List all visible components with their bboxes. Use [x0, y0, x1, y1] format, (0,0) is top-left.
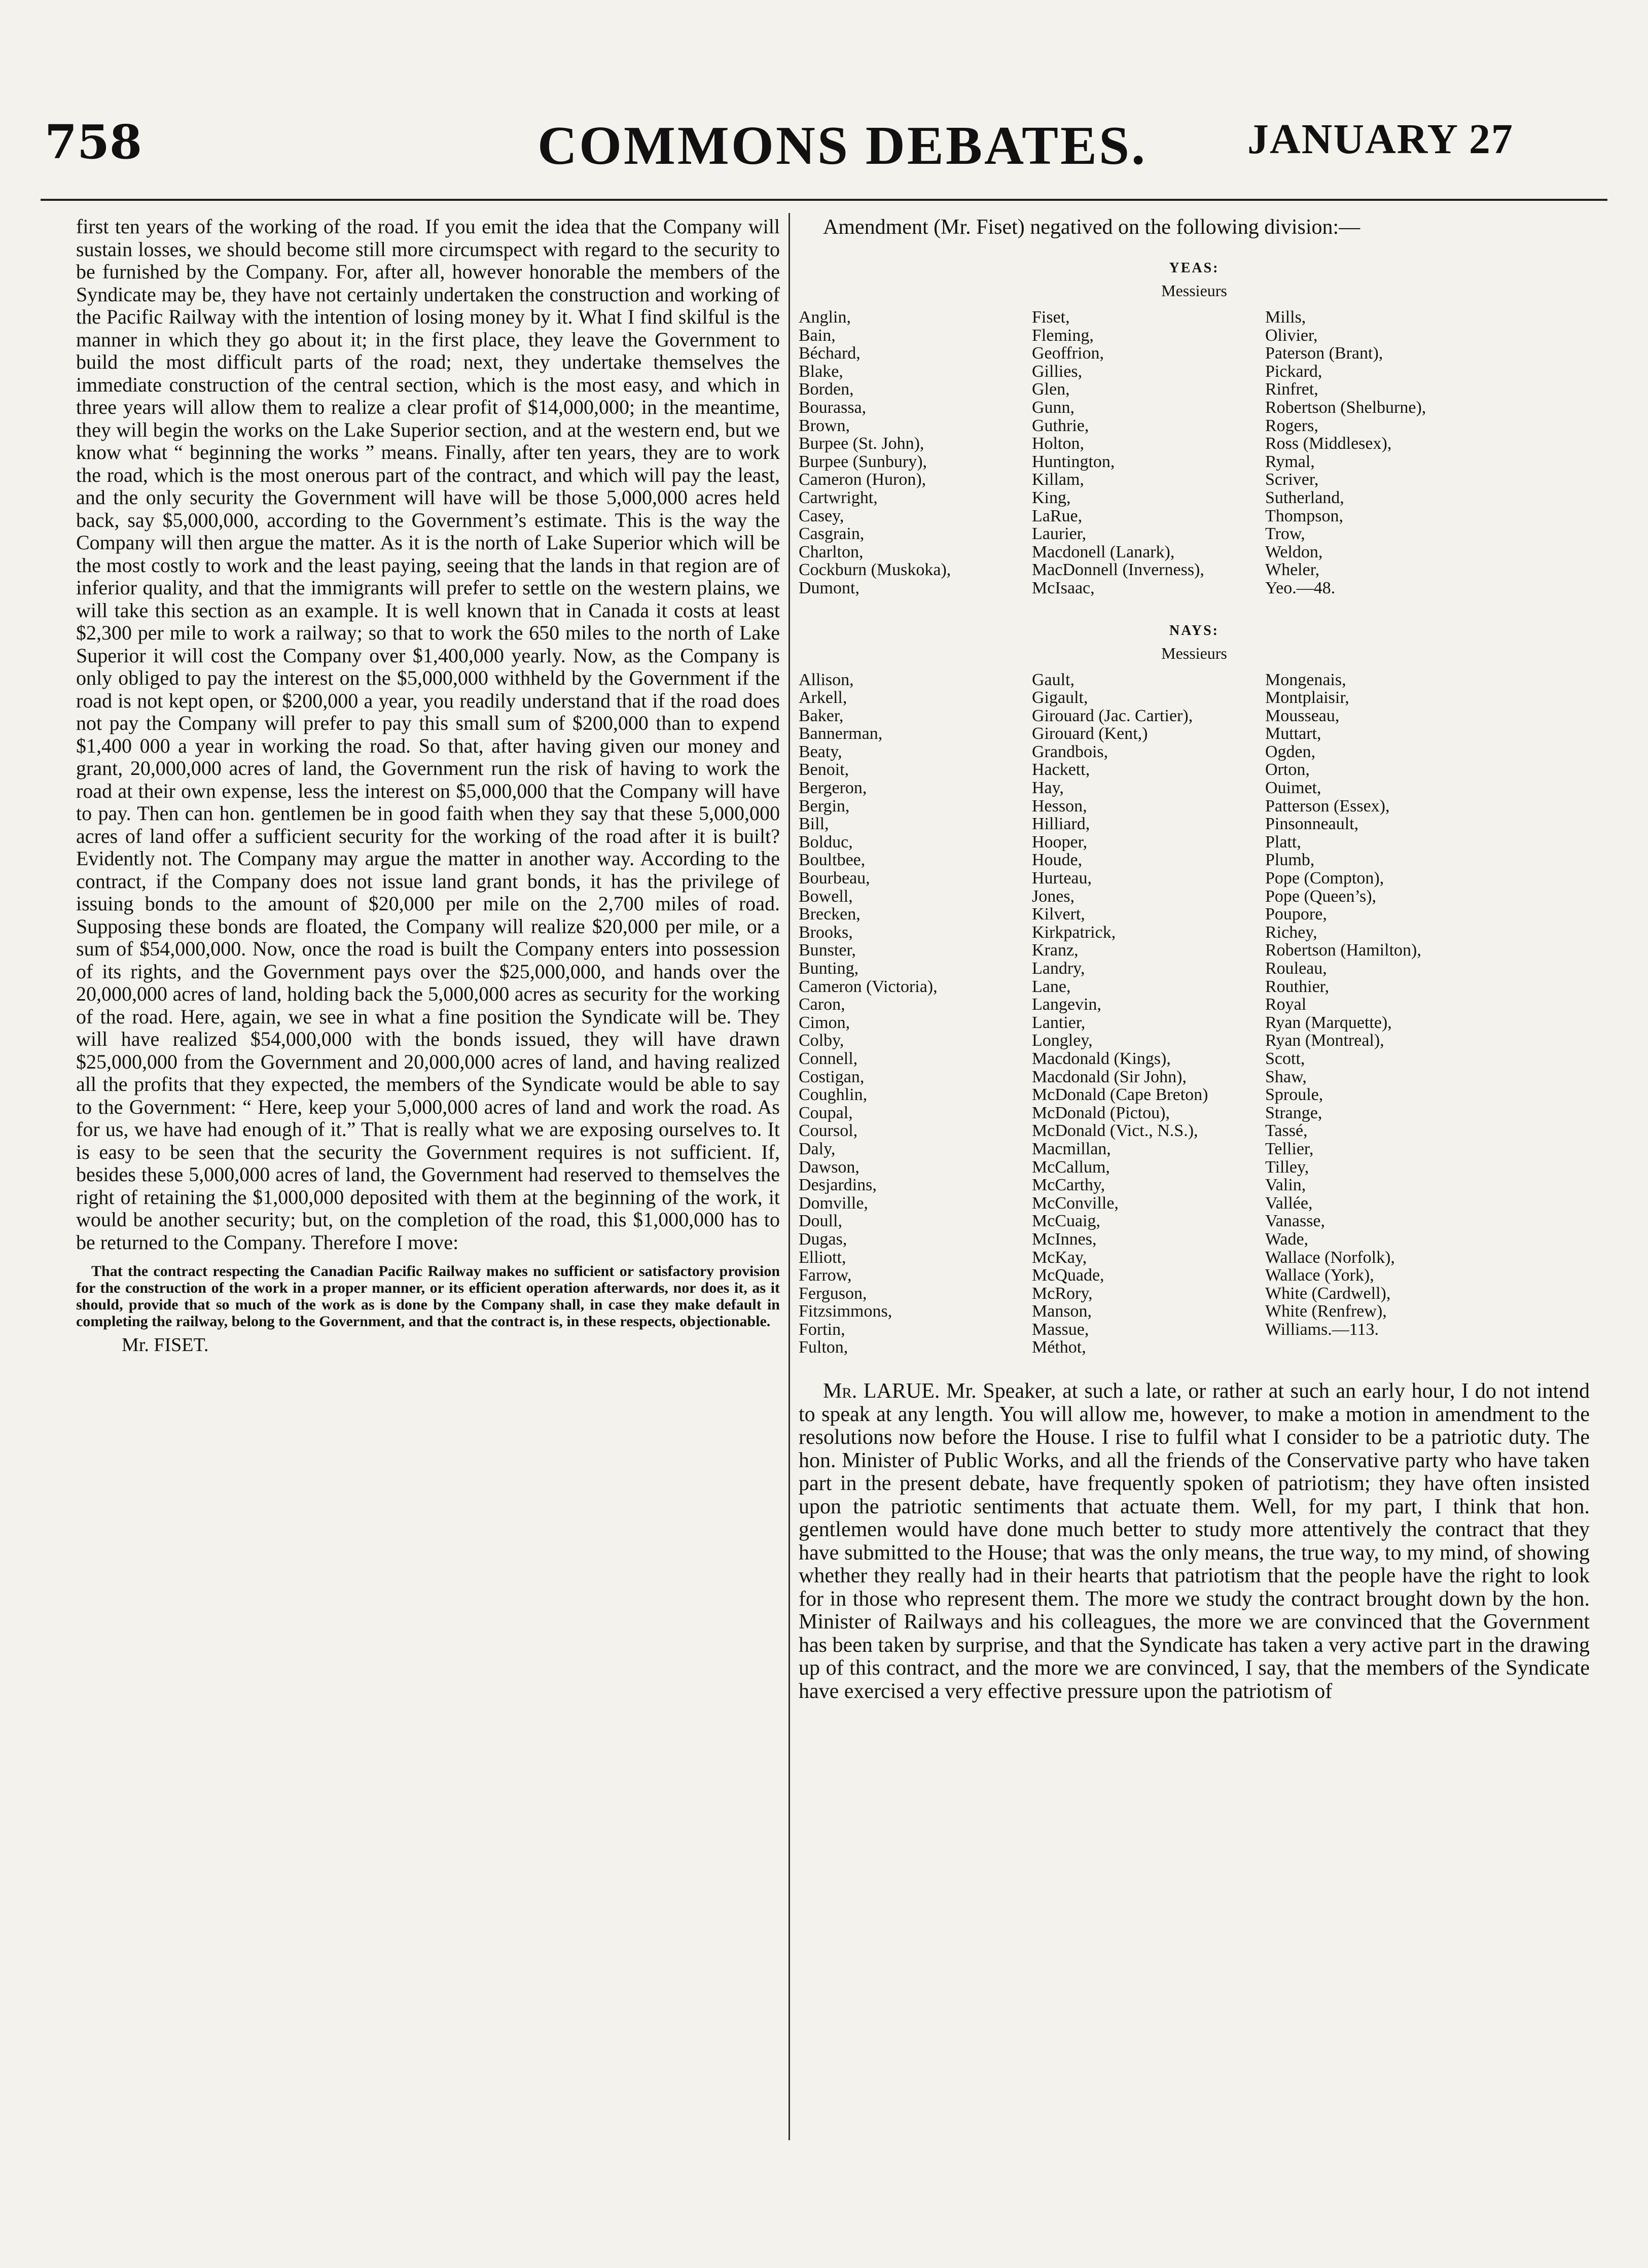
- member-name: Ferguson,: [799, 1284, 867, 1303]
- member-name: Royal: [1265, 995, 1307, 1014]
- member-name: Wallace (Norfolk),: [1265, 1248, 1395, 1267]
- member-name: Ross (Middlesex),: [1265, 434, 1392, 453]
- member-name: Macdonald (Sir John),: [1032, 1067, 1187, 1086]
- member-name: Mousseau,: [1265, 706, 1340, 725]
- member-name: Beaty,: [799, 742, 842, 761]
- member-name: Landry,: [1032, 959, 1085, 978]
- member-name: Gault,: [1032, 670, 1075, 689]
- member-name: Scott,: [1265, 1049, 1305, 1068]
- member-name: Vallée,: [1265, 1193, 1313, 1213]
- page-number: 758: [45, 115, 142, 169]
- member-name: Girouard (Jac. Cartier),: [1032, 706, 1193, 725]
- member-name: Longley,: [1032, 1031, 1093, 1050]
- member-name: Girouard (Kent,): [1032, 724, 1148, 743]
- member-name: Ryan (Marquette),: [1265, 1013, 1392, 1032]
- member-name: Fitzsimmons,: [799, 1302, 892, 1321]
- member-name: Brooks,: [799, 923, 853, 942]
- member-name: Kirkpatrick,: [1032, 923, 1116, 942]
- member-name: Hesson,: [1032, 796, 1087, 816]
- member-name: Blake,: [799, 362, 843, 381]
- member-name: Coupal,: [799, 1103, 853, 1122]
- member-name: Dumont,: [799, 578, 859, 597]
- member-name: Tilley,: [1265, 1157, 1309, 1177]
- member-name: Béchard,: [799, 344, 861, 363]
- member-name: Connell,: [799, 1049, 858, 1068]
- member-name: Muttart,: [1265, 724, 1321, 743]
- right-column: [799, 216, 1590, 1703]
- member-name: McDonald (Vict., N.S.),: [1032, 1121, 1198, 1141]
- member-name: McInnes,: [1032, 1229, 1097, 1249]
- member-name: Patterson (Essex),: [1265, 796, 1390, 816]
- yeas-heading: YEAS:: [1169, 260, 1220, 276]
- member-name: Bourassa,: [799, 398, 867, 417]
- member-name: Cartwright,: [799, 488, 878, 507]
- member-name: Daly,: [799, 1139, 836, 1158]
- member-name: Caron,: [799, 995, 845, 1014]
- member-name: Robertson (Hamilton),: [1265, 941, 1421, 960]
- member-name: Trow,: [1265, 524, 1305, 544]
- member-name: Scriver,: [1265, 470, 1319, 489]
- member-name: McCallum,: [1032, 1157, 1110, 1177]
- member-name: Fortin,: [799, 1320, 845, 1339]
- member-name: Borden,: [799, 380, 854, 399]
- member-name: Allison,: [799, 670, 854, 689]
- member-name: McDonald (Cape Breton): [1032, 1085, 1208, 1105]
- member-name: Langevin,: [1032, 995, 1101, 1014]
- member-name: Rogers,: [1265, 416, 1318, 435]
- member-name: Cimon,: [799, 1013, 850, 1032]
- member-name: Tassé,: [1265, 1121, 1308, 1141]
- member-name: Pope (Queen’s),: [1265, 887, 1377, 906]
- member-name: Valin,: [1265, 1176, 1306, 1195]
- member-name: Fleming,: [1032, 326, 1094, 345]
- member-name: McIsaac,: [1032, 578, 1095, 597]
- member-name: Hay,: [1032, 778, 1064, 798]
- member-name: Laurier,: [1032, 524, 1087, 544]
- member-name: Gunn,: [1032, 398, 1075, 417]
- member-name: Geoffrion,: [1032, 344, 1104, 363]
- member-name: Colby,: [799, 1031, 844, 1050]
- member-name: Bunster,: [799, 941, 856, 960]
- member-name: Boultbee,: [799, 851, 866, 870]
- speech-paragraph: first ten years of the working of the road. If you emit the idea that the Company will sustain losses, we should become still more circumspect with regard to the security to be furnished by the Company. For, after all, however honorable the members of the Syndicate may be, they have not certainly undertaken the construction and working of the Pacific Railway with the intention of losing money by it. What I find skilful is the manner in which they go about it; in the first place, they leave the Government to build the most difficult parts of the road; next, they undertake themselves the immediate construction of the central section, which is the most easy, and which in three years will allow them to realize a clear profit of $14,000,000; in the meantime, they will begin the works on the Lake Superior section, and at the western end, but we know what “ beginning the works ” means. Finally, after ten years, they are to work the road, which is the most onerous part of the contract, and which will pay the least, and the only security the Government will have will be those 5,000,000 acres held back, say $5,000,000, according to the Government’s estimate. This is the way the Company will then argue the matter. As it is the north of Lake Superior which will be the most costly to work and the least paying, seeing that the lands in that region are of inferior quality, and that the immigrants will prefer to settle on the western plains, we will take this section as an example. It is well known that in Canada it costs at least $2,300 per mile to work a railway; so that to work the 650 miles to the north of Lake Superior it will cost the Company over $1,400,000 yearly. Now, as the Company is only obliged to pay the interest on the $5,000,000 withheld by the Government if the road is not kept open, or $200,000 a year, you readily understand that if the road does not pay the Company will prefer to pay this small sum of $200,000 than to expend $1,400 000 a year in working the road. So that, after having given our money and grant, 20,000,000 acres of land, the Government run the risk of having to work the road at their own expense, less the interest on $5,000,000 that the Company will have to pay. Then can hon. gentlemen be in good faith when they say that these 5,000,000 acres of land offer a sufficient security for the working of the road after it is built? Evidently not. The Company may argue the matter in another way. According to the contract, if the Company does not issue land grant bonds, it has the privilege of issuing bonds to the amount of $20,000 per mile on the 2,700 miles of road. Supposing these bonds are floated, the Company will realize $20,000 per mile, or a sum of $54,000,000. Now, once the road is built the Company enters into possession of its rights, and the Government pays over the $25,000,000, and hands over the 20,000,000 acres of land, holding back the 5,000,000 acres as security for the working of the road. Here, again, we see in what a fine position the Syndicate will be. They will have realized $54,000,000 with the bonds issued, they will have drawn $25,000,000 from the Government and 20,000,000 acres of land, and having realized all the profits that they expected, the members of the Syndicate would be able to say to the Government: “ Here, keep your 5,000,000 acres of land and work the road. As for us, we have had enough of it.” That is really what we are exposing ourselves to. It is easy to be seen that the security the Government requires is not sufficient. If, besides these 5,000,000 acres of land, the Government had reserved to themselves the right of retaining the $1,000,000 deposited with them at the beginning of the work, it would be another security; but, on the completion of the road, this $1,000,000 has to be returned to the Company. Therefore I move:: [76, 215, 780, 1254]
- member-name: Montplaisir,: [1265, 688, 1349, 707]
- column-divider: [789, 213, 790, 2140]
- member-name: Vanasse,: [1265, 1212, 1325, 1231]
- amendment-notice: [799, 216, 1590, 239]
- motion-mover: Mr. FISET.: [122, 1334, 209, 1356]
- member-name: Hackett,: [1032, 760, 1090, 779]
- member-name: McKay,: [1032, 1248, 1087, 1267]
- member-name: Coughlin,: [799, 1085, 868, 1105]
- member-name: LaRue,: [1032, 506, 1083, 525]
- member-name: Robertson (Shelburne),: [1265, 398, 1426, 417]
- member-name: Costigan,: [799, 1067, 865, 1086]
- member-name: Bergin,: [799, 796, 850, 816]
- member-name: Domville,: [799, 1193, 868, 1213]
- member-name: Poupore,: [1265, 905, 1327, 924]
- member-name: Brown,: [799, 416, 850, 435]
- member-name: Huntington,: [1032, 452, 1115, 471]
- member-name: Thompson,: [1265, 506, 1343, 525]
- member-name: Burpee (St. John),: [799, 434, 924, 453]
- member-name: Bowell,: [799, 887, 853, 906]
- nays-heading: NAYS:: [1169, 622, 1219, 639]
- member-name: Tellier,: [1265, 1139, 1314, 1158]
- member-name: Bolduc,: [799, 832, 853, 852]
- member-name: Rouleau,: [1265, 959, 1327, 978]
- member-name: Guthrie,: [1032, 416, 1089, 435]
- member-name: Macdonell (Lanark),: [1032, 542, 1175, 561]
- member-name: White (Renfrew),: [1265, 1302, 1387, 1321]
- member-name: Hooper,: [1032, 832, 1088, 852]
- member-name: Mongenais,: [1265, 670, 1346, 689]
- member-name: McRory,: [1032, 1284, 1093, 1303]
- member-name: Desjardins,: [799, 1176, 877, 1195]
- member-name: Dawson,: [799, 1157, 859, 1177]
- member-name: Bunting,: [799, 959, 859, 978]
- member-name: King,: [1032, 488, 1071, 507]
- member-name: Gillies,: [1032, 362, 1083, 381]
- member-name: Holton,: [1032, 434, 1084, 453]
- left-column: [76, 216, 780, 1356]
- member-name: Bourbeau,: [799, 869, 870, 888]
- header-rule: [41, 199, 1607, 201]
- member-name: Elliott,: [799, 1248, 846, 1267]
- yeas-subheading: Messieurs: [1161, 281, 1227, 300]
- member-name: Pope (Compton),: [1265, 869, 1384, 888]
- member-name: Cameron (Huron),: [799, 470, 926, 489]
- member-name: Bain,: [799, 326, 836, 345]
- member-name: Richey,: [1265, 923, 1317, 942]
- motion-text: [76, 1263, 780, 1330]
- member-name: Baker,: [799, 706, 844, 725]
- member-name: Wallace (York),: [1265, 1266, 1374, 1285]
- member-name: Massue,: [1032, 1320, 1089, 1339]
- member-name: Plumb,: [1265, 851, 1315, 870]
- member-name: White (Cardwell),: [1265, 1284, 1391, 1303]
- member-name: Casey,: [799, 506, 844, 525]
- member-name: Ogden,: [1265, 742, 1316, 761]
- member-name: Rymal,: [1265, 452, 1315, 471]
- member-name: McCuaig,: [1032, 1212, 1101, 1231]
- member-name: Gigault,: [1032, 688, 1088, 707]
- member-name: Macdonald (Kings),: [1032, 1049, 1171, 1068]
- member-name: Lane,: [1032, 977, 1071, 996]
- member-name: Kranz,: [1032, 941, 1079, 960]
- member-name: McCarthy,: [1032, 1176, 1105, 1195]
- member-name: Cameron (Victoria),: [799, 977, 938, 996]
- member-name: Weldon,: [1265, 542, 1323, 561]
- member-name: Ryan (Montreal),: [1265, 1031, 1384, 1050]
- page-date: JANUARY 27: [1247, 116, 1514, 163]
- member-name: Charlton,: [799, 542, 864, 561]
- member-name: Wade,: [1265, 1229, 1309, 1249]
- member-name: Lantier,: [1032, 1013, 1086, 1032]
- page-title: COMMONS DEBATES.: [538, 116, 1148, 176]
- speaker-name: Mr. LARUE.: [823, 1379, 940, 1403]
- nays-subheading: Messieurs: [1161, 644, 1227, 662]
- member-name: Farrow,: [799, 1266, 852, 1285]
- member-name: Pickard,: [1265, 362, 1322, 381]
- member-name: Cockburn (Muskoka),: [799, 560, 951, 580]
- member-name: Paterson (Brant),: [1265, 344, 1383, 363]
- member-name: Yeo.—48.: [1265, 578, 1336, 597]
- member-name: Bannerman,: [799, 724, 883, 743]
- member-name: Hurteau,: [1032, 869, 1092, 888]
- nays-list: [799, 671, 1590, 1357]
- amendment-text: Amendment (Mr. Fiset) negatived on the following division:—: [823, 216, 1360, 239]
- member-name: Benoit,: [799, 760, 849, 779]
- member-name: Méthot,: [1032, 1338, 1086, 1357]
- member-name: Killam,: [1032, 470, 1084, 489]
- member-name: Manson,: [1032, 1302, 1092, 1321]
- member-name: Williams.—113.: [1265, 1320, 1379, 1339]
- member-name: Fiset,: [1032, 308, 1070, 327]
- member-name: Jones,: [1032, 887, 1075, 906]
- member-name: Sutherland,: [1265, 488, 1344, 507]
- member-name: [1265, 1338, 1569, 1357]
- member-name: Glen,: [1032, 380, 1070, 399]
- member-name: Burpee (Sunbury),: [799, 452, 927, 471]
- member-name: Bill,: [799, 814, 829, 834]
- member-name: Mills,: [1265, 308, 1306, 327]
- member-name: Olivier,: [1265, 326, 1318, 345]
- yeas-list: [799, 308, 1590, 597]
- member-name: McDonald (Pictou),: [1032, 1103, 1170, 1122]
- member-name: Fulton,: [799, 1338, 848, 1357]
- speech-body: Mr. Speaker, at such a late, or rather at such an early hour, I do not intend to speak at any length. You will allow me, however, to make a motion in amendment to the resolutions now before the House. I rise to fulfil what I consider to be a patriotic duty. The hon. Minister of Public Works, and all the friends of the Conservative party who have taken part in the present debate, have frequently spoken of patriotism; they have often insisted upon the patriotic sentiments that actuate them. Well, for my part, I think that hon. gentlemen would have done much better to study more attentively the contract that they have submitted to the House; that was the only means, the true way, to my mind, of showing whether they really had in their hearts that patriotism that the people have the right to look for in those who represent them. The more we study the contract brought down by the hon. Minister of Railways and his colleagues, the more we are convinced that the Government has been taken by surprise, and that the Syndicate has taken a very active part in the drawing up of this contract, and the more we are convinced, I say, that the members of the Syndicate have exercised a very effective pressure upon the patriotism of: [799, 1379, 1590, 1703]
- member-name: Houde,: [1032, 851, 1083, 870]
- member-name: Casgrain,: [799, 524, 865, 544]
- member-name: Pinsonneault,: [1265, 814, 1359, 834]
- member-name: Orton,: [1265, 760, 1310, 779]
- member-name: Doull,: [799, 1212, 842, 1231]
- member-name: Strange,: [1265, 1103, 1322, 1122]
- motion-body: That the contract respecting the Canadian Pacific Railway makes no sufficient or satisfactory provision for the construction of the work in a proper manner, or its efficient operation afterwards, nor does it, as it should, provide that so much of the work as is done by the Company shall, in case they make default in completing the railway, belong to the Government, and that the contract is, in these respects, objectionable.: [76, 1263, 780, 1330]
- member-name: Wheler,: [1265, 560, 1320, 580]
- member-name: Coursol,: [799, 1121, 858, 1141]
- member-name: McConville,: [1032, 1193, 1119, 1213]
- member-name: Macmillan,: [1032, 1139, 1111, 1158]
- member-name: Sproule,: [1265, 1085, 1323, 1105]
- member-name: McQuade,: [1032, 1266, 1104, 1285]
- member-name: Routhier,: [1265, 977, 1330, 996]
- member-name: Brecken,: [799, 905, 861, 924]
- larue-speech: [799, 1380, 1590, 1703]
- member-name: MacDonnell (Inverness),: [1032, 560, 1204, 580]
- member-name: Shaw,: [1265, 1067, 1307, 1086]
- member-name: Kilvert,: [1032, 905, 1085, 924]
- member-name: Anglin,: [799, 308, 851, 327]
- member-name: Dugas,: [799, 1229, 847, 1249]
- member-name: Bergeron,: [799, 778, 867, 798]
- member-name: Rinfret,: [1265, 380, 1318, 399]
- member-name: Arkell,: [799, 688, 847, 707]
- member-name: Platt,: [1265, 832, 1301, 852]
- member-name: Ouimet,: [1265, 778, 1321, 798]
- member-name: Hilliard,: [1032, 814, 1090, 834]
- member-name: Grandbois,: [1032, 742, 1108, 761]
